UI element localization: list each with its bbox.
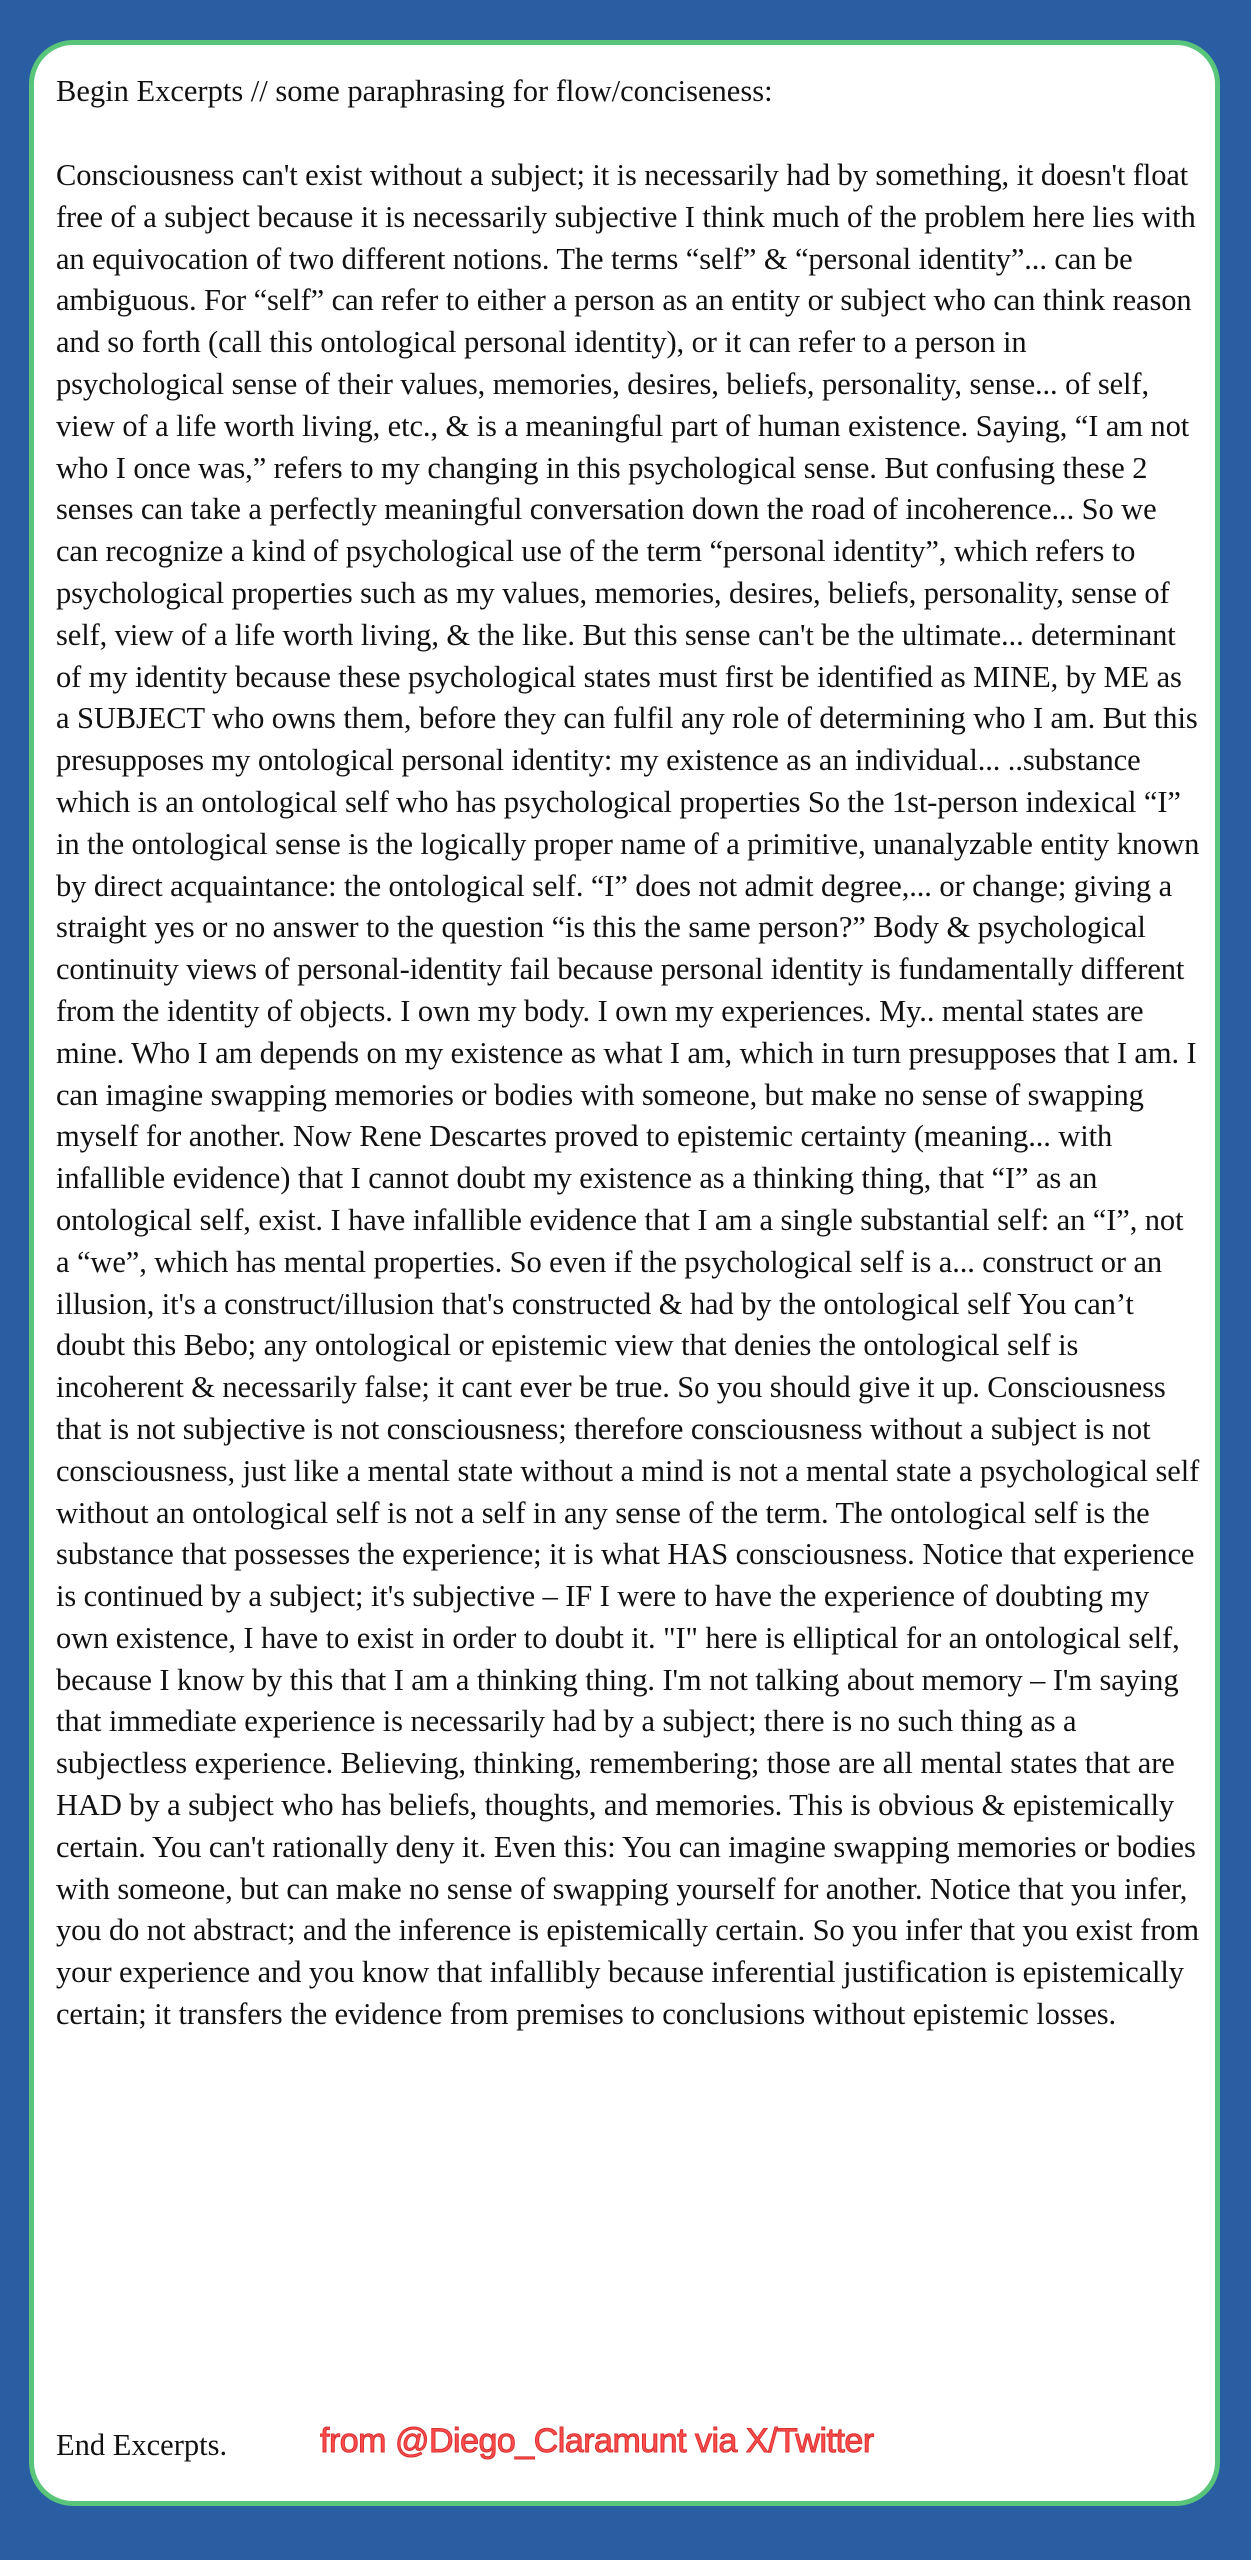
end-excerpts-label: End Excerpts. (56, 2428, 228, 2462)
excerpt-intro: Begin Excerpts // some paraphrasing for flow/conciseness: (56, 74, 773, 108)
excerpt-body: Consciousness can't exist without a subject; it is necessarily had by something, it doesn't float free of a subject because it is necessarily subjective I think much of the problem here lies with an equivocation of two different notions. The terms “self” & “personal identity”... can be ambiguous. For “self” can refer to either a person as an entity or subject who can think reason and so forth (call this ontological personal identity), or it can refer to a person in psychological sense of their values, memories, desires, beliefs, personality, sense... of self, view of a life worth living, etc., & is a meaningful part of human existence. Saying, “I am not who I once was,” refers to my changing in this psychological sense. But confusing these 2 senses can take a perfectly meaningful conversation down the road of incoherence... So we can recognize a kind of psychological use of the term “personal identity”, which refers to psychological properties such as my values, memories, desires, beliefs, personality, sense of self, view of a life worth living, & the like. But this sense can't be the ultimate... determinant of my identity because these psychological states must first be identified as MINE, by ME as a SUBJECT who owns them, before they can fulfil any role of determining who I am. But this presupposes my ontological personal identity: my existence as an individual... ..substance which is an ontological self who has psychological properties So the 1st-person indexical “I” in the ontological sense is the logically proper name of a primitive, unanalyzable entity known by direct acquaintance: the ontological self. “I” does not admit degree,... or change; giving a straight yes or no answer to the question “is this the same person?” Body & psychological continuity views of personal-identity fail because personal identity is fundamentally different from the identity of objects. I own my body. I own my experiences. My.. mental states are mine. Who I am depends on my existence as what I am, which in turn presupposes that I am. I can imagine swapping memories or bodies with someone, but make no sense of swapping myself for another. Now Rene Descartes proved to epistemic certainty (meaning... with infallible evidence) that I cannot doubt my existence as a thinking thing, that “I” as an ontological self, exist. I have infallible evidence that I am a single substantial self: an “I”, not a “we”, which has mental properties. So even if the psychological self is a... construct or an illusion, it's a construct/illusion that's constructed & had by the ontological self You can’t doubt this Bebo; any ontological or epistemic view that denies the ontological self is incoherent & necessarily false; it cant ever be true. So you should give it up. Consciousness that is not subjective is not consciousness; therefore consciousness without a subject is not consciousness, just like a mental state without a mind is not a mental state a psychological self without an ontological self is not a self in any sense of the term. The ontological self is the substance that possesses the experience; it is what HAS consciousness. Notice that experience is continued by a subject; it's subjective – IF I were to have the experience of doubting my own existence, I have to exist in order to doubt it. "I" here is elliptical for an ontological self, because I know by this that I am a thinking thing. I'm not talking about memory – I'm saying that immediate experience is necessarily had by a subject; there is no such thing as a subjectless experience. Believing, thinking, remembering; those are all mental states that are HAD by a subject who has beliefs, thoughts, and memories. This is obvious & epistemically certain. You can't rationally deny it. Even this: You can imagine swapping memories or bodies with someone, but can make no sense of swapping yourself for another. Notice that you infer, you do not abstract; and the inference is epistemically certain. So you infer that you exist from your experience and you know that infallibly because inferential justification is epistemically certain; it transfers the evidence from premises to conclusions without epistemic losses. (56, 158, 1200, 2032)
source-credit: from @Diego_Claramunt via X/Twitter (320, 2422, 874, 2460)
